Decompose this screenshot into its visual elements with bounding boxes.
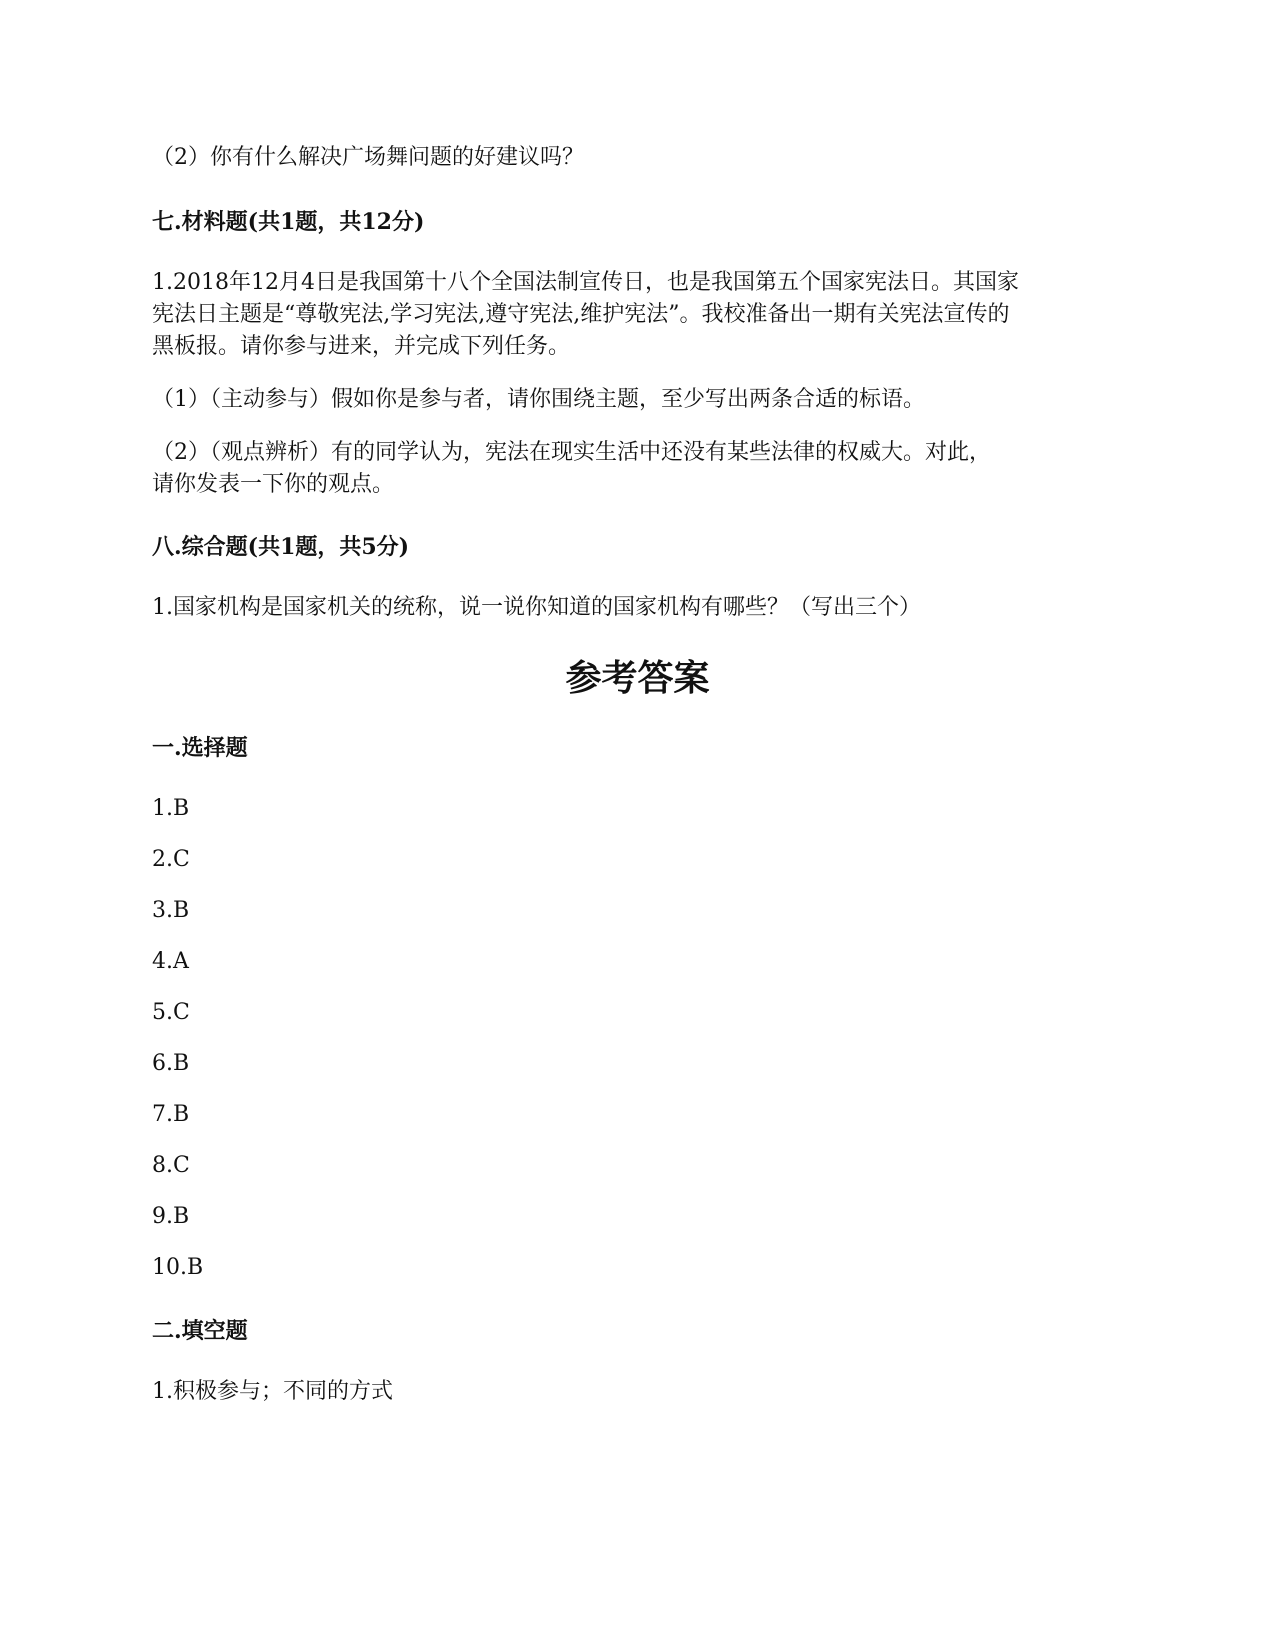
- answer-item: 3.B: [152, 898, 190, 923]
- question-text: （2）你有什么解决广场舞问题的好建议吗？: [152, 145, 584, 170]
- answer-key-title: 参考答案: [565, 657, 710, 699]
- answer-item: 7.B: [152, 1102, 190, 1127]
- answer-item: 8.C: [152, 1153, 190, 1178]
- question-text-line: （2）（观点辨析）有的同学认为，宪法在现实生活中还没有某些法律的权威大。对此，: [152, 440, 991, 465]
- answer-item: 9.B: [152, 1204, 190, 1229]
- answer-item: 1.B: [152, 796, 190, 821]
- question-subpart: （1）（主动参与）假如你是参与者，请你围绕主题，至少写出两条合适的标语。: [152, 387, 925, 412]
- question-text-line: 宪法日主题是“尊敬宪法,学习宪法,遵守宪法,维护宪法”。我校准备出一期有关宪法宣传的: [152, 302, 1010, 327]
- section-heading: 一.选择题: [152, 735, 248, 761]
- answer-item: 10.B: [152, 1255, 204, 1280]
- section-heading: 二.填空题: [152, 1318, 248, 1344]
- question-text: 1.国家机构是国家机关的统称，说一说你知道的国家机构有哪些？（写出三个）: [152, 595, 921, 620]
- section-heading: 七.材料题(共1题，共12分): [152, 209, 425, 235]
- question-text-line: 黑板报。请你参与进来，并完成下列任务。: [152, 334, 571, 359]
- answer-item: 2.C: [152, 847, 190, 872]
- answer-item: 6.B: [152, 1051, 190, 1076]
- answer-item: 5.C: [152, 1000, 190, 1025]
- answer-item: 1.积极参与；不同的方式: [152, 1379, 393, 1404]
- section-heading: 八.综合题(共1题，共5分): [152, 534, 410, 560]
- question-text-line: 1.2018年12月4日是我国第十八个全国法制宣传日，也是我国第五个国家宪法日。其国家: [152, 270, 1019, 295]
- question-text-line: 请你发表一下你的观点。: [152, 472, 395, 497]
- answer-item: 4.A: [152, 949, 189, 974]
